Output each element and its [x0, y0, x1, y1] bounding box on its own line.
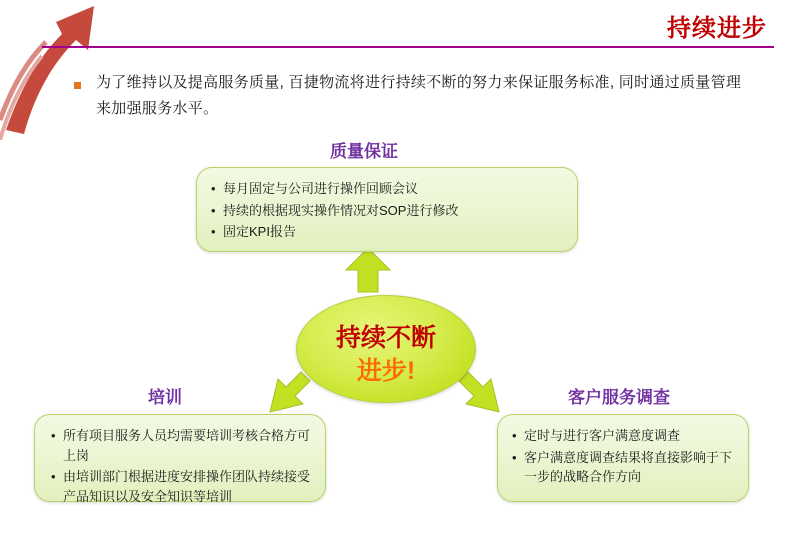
list-item: • 持续的根据现实操作情况对SOP进行修改	[211, 201, 561, 221]
training-list	[51, 426, 311, 506]
section-box-quality	[196, 167, 578, 252]
center-oval	[296, 295, 476, 403]
arrow-up	[346, 248, 390, 292]
survey-list	[512, 426, 736, 487]
center-oval-line2: 进步!	[356, 357, 416, 385]
orange-square-bullet-icon	[74, 82, 81, 89]
quality-list	[211, 179, 561, 242]
section-label-quality: 质量保证	[330, 142, 398, 161]
list-item: • 定时与进行客户满意度调查	[512, 426, 736, 446]
section-label-survey: 客户服务调查	[568, 388, 670, 407]
list-item: • 固定KPI报告	[211, 222, 561, 242]
center-oval-line1: 持续不断	[335, 324, 436, 352]
header-divider	[42, 46, 774, 48]
list-item: • 由培训部门根据进度安排操作团队持续接受产品知识以及安全知识等培训	[51, 467, 311, 506]
section-label-training: 培训	[148, 388, 182, 407]
section-box-training	[34, 414, 326, 502]
list-item: • 客户满意度调查结果将直接影响于下一步的战略合作方向	[512, 448, 736, 487]
section-box-survey	[497, 414, 749, 502]
list-item: • 所有项目服务人员均需要培训考核合格方可上岗	[51, 426, 311, 465]
intro-paragraph: 为了维持以及提高服务质量, 百捷物流将进行持续不断的努力来保证服务标准, 同时通过质量管理来加强服务水平。	[96, 74, 742, 118]
page-title: 持续进步	[667, 15, 767, 42]
list-item: • 每月固定与公司进行操作回顾会议	[211, 179, 561, 199]
